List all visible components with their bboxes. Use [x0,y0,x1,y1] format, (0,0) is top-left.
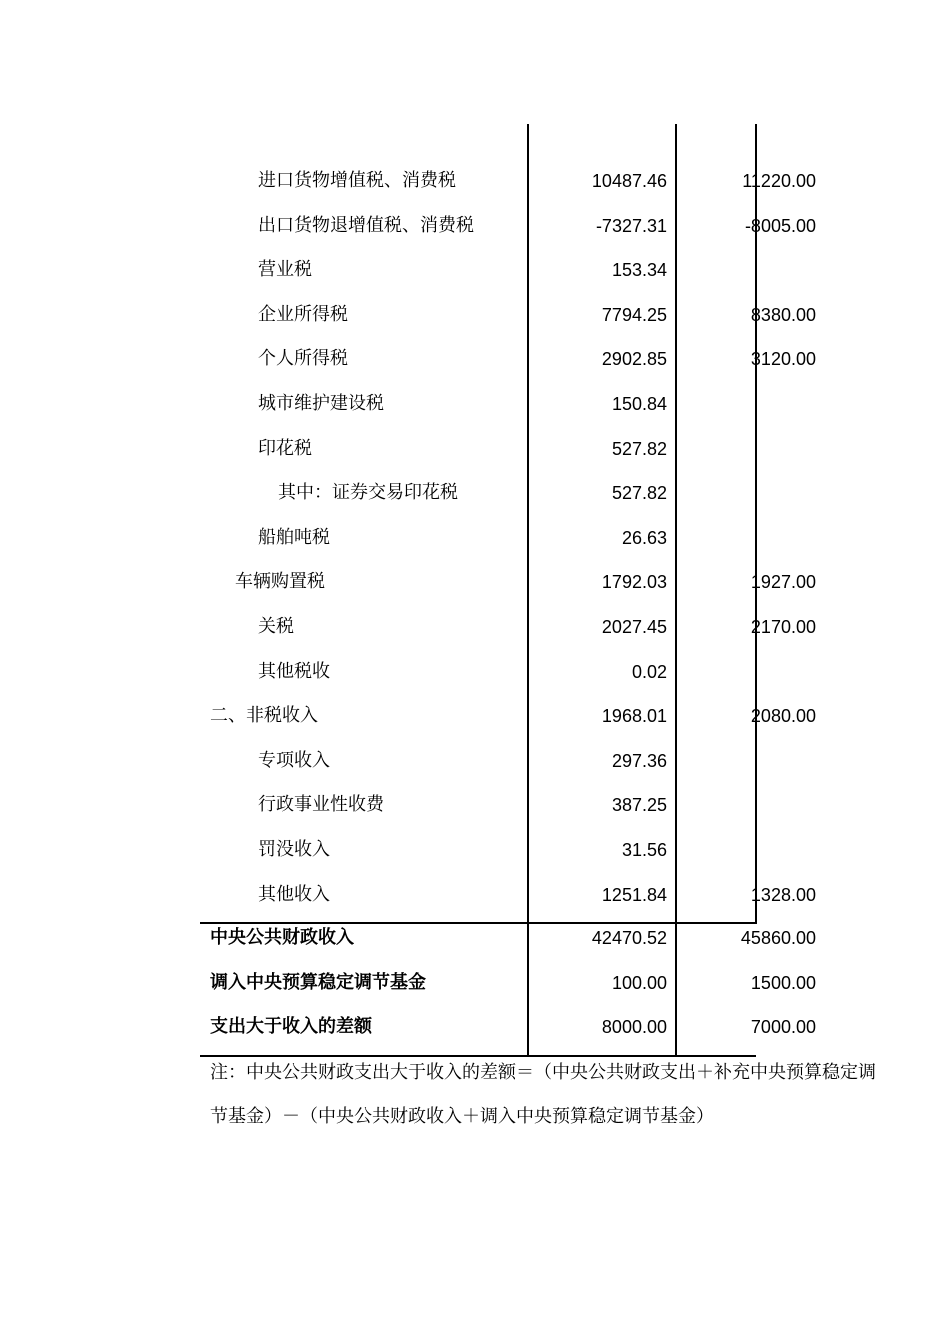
summary-label: 支出大于收入的差额 [210,1016,372,1038]
table-row [0,516,950,560]
row-value-column-1: 7794.25 [601,304,667,325]
table-row [0,159,950,203]
row-value-column-2: 1927.00 [750,572,816,593]
summary-value-column-1: 42470.52 [591,928,667,948]
row-label: 个人所得税 [258,348,348,370]
table-row [0,873,950,917]
row-label: 印花税 [258,437,312,459]
row-value-column-1: 150.84 [611,394,667,414]
row-value-column-2: 8380.00 [750,304,816,325]
row-label: 进口货物增值税、消费税 [258,170,456,191]
summary-row [0,961,950,1005]
table-row [0,694,950,738]
table-row [0,471,950,515]
row-value-column-2: 11220.00 [742,171,816,191]
row-value-column-1: 1968.01 [601,706,667,727]
row-value-column-1: 527.82 [611,438,667,459]
row-value-column-2: 3120.00 [750,349,816,370]
row-value-column-1: -7327.31 [595,215,667,236]
row-label: 行政事业性收费 [258,794,384,816]
row-value-column-2: 2080.00 [750,706,816,727]
table-row [0,427,950,471]
row-value-column-1: 2902.85 [601,349,667,370]
summary-row [0,916,950,960]
table-row [0,204,950,248]
row-label: 出口货物退增值税、消费税 [258,214,474,236]
row-label: 车辆购置税 [235,571,325,593]
table-row [0,783,950,827]
table-row [0,605,950,649]
summary-label: 中央公共财政收入 [210,927,354,948]
row-value-column-1: 2027.45 [601,617,667,637]
summary-value-column-2: 1500.00 [750,972,816,993]
footnote-line-1: 注：中央公共财政支出大于收入的差额＝（中央公共财政支出＋补充中央预算稳定调 [210,1062,876,1083]
row-value-column-2: -8005.00 [744,215,816,236]
summary-value-column-1: 8000.00 [601,1017,667,1038]
row-value-column-1: 26.63 [621,527,667,548]
row-label: 其中：证券交易印花税 [278,482,458,504]
row-value-column-1: 387.25 [611,795,667,816]
row-value-column-1: 1251.84 [601,884,667,905]
row-label: 专项收入 [258,749,330,771]
row-value-column-1: 527.82 [611,483,667,504]
summary-label: 调入中央预算稳定调节基金 [210,971,426,993]
summary-row [0,1005,950,1049]
summary-value-column-2: 45860.00 [740,928,816,948]
row-value-column-2: 1328.00 [750,884,816,905]
row-label: 城市维护建设税 [258,393,384,414]
row-value-column-1: 0.02 [631,661,667,682]
row-label: 二、非税收入 [210,705,318,727]
row-value-column-1: 10487.46 [591,171,667,191]
table-row [0,650,950,694]
table-row [0,248,950,292]
row-value-column-1: 153.34 [611,260,667,281]
table-row [0,828,950,872]
summary-value-column-1: 100.00 [611,972,667,993]
row-label: 其他收入 [258,883,330,905]
table-bottom-rule [200,1055,756,1057]
table-row [0,293,950,337]
row-value-column-1: 1792.03 [601,572,667,593]
row-value-column-1: 297.36 [611,750,667,771]
row-value-column-1: 31.56 [621,840,667,860]
row-label: 罚没收入 [258,839,330,860]
row-label: 船舶吨税 [258,526,330,548]
table-row [0,560,950,604]
table-row [0,382,950,426]
footnote-line-2: 节基金）－（中央公共财政收入＋调入中央预算稳定调节基金） [210,1106,714,1127]
row-label: 企业所得税 [258,303,348,325]
table-row [0,739,950,783]
row-label: 营业税 [258,259,312,281]
row-value-column-2: 2170.00 [750,617,816,637]
table-row [0,337,950,381]
row-label: 其他税收 [258,660,330,682]
summary-value-column-2: 7000.00 [750,1017,816,1038]
row-label: 关税 [258,616,294,637]
